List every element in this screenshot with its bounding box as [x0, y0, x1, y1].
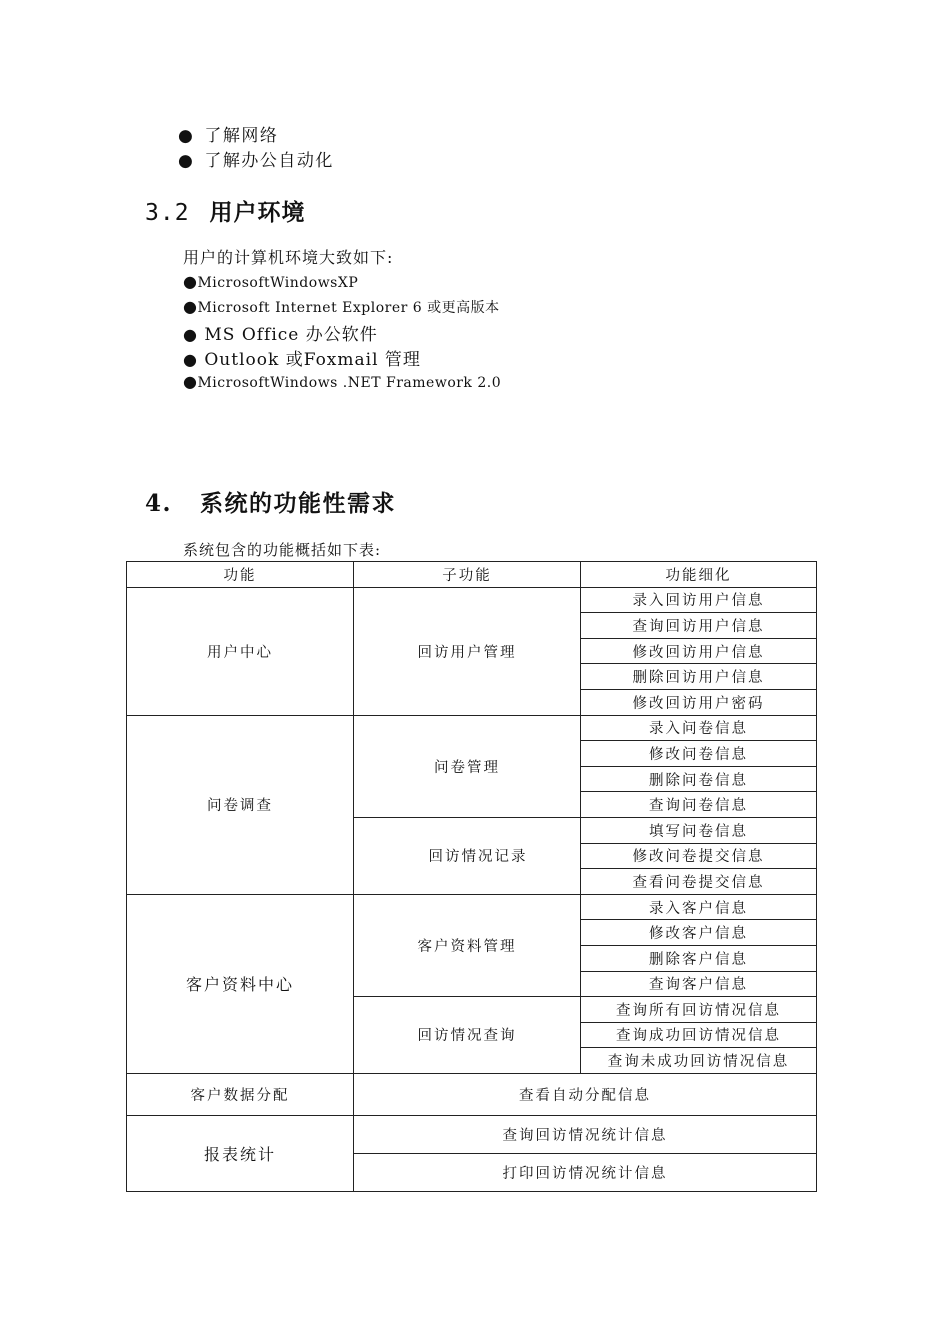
- detail-cell: 查询未成功回访情况信息: [581, 1048, 817, 1074]
- detail-cell: 查询问卷信息: [581, 792, 817, 818]
- env-item: ●MicrosoftWindows .NET Framework 2.0: [183, 372, 502, 391]
- bullet-icon: ●: [178, 151, 195, 171]
- detail-cell: 查询回访情况统计信息: [354, 1115, 817, 1153]
- detail-cell: 删除回访用户信息: [581, 664, 817, 690]
- subfunction-cell: 问卷管理: [354, 715, 581, 817]
- detail-cell: 查看问卷提交信息: [581, 869, 817, 895]
- chapter-heading: 4. 系统的功能性需求: [145, 490, 397, 517]
- function-cell: 客户数据分配: [127, 1073, 354, 1115]
- detail-cell: 录入回访用户信息: [581, 587, 817, 613]
- bullet-icon: ●: [183, 297, 198, 316]
- subfunction-cell: 回访用户管理: [354, 587, 581, 715]
- detail-cell: 录入问卷信息: [581, 715, 817, 741]
- env-item: ● MS Office 办公软件: [183, 325, 378, 345]
- table-row: [127, 1115, 817, 1153]
- header-cell: 功能细化: [581, 562, 817, 588]
- function-cell: 客户资料中心: [127, 894, 354, 1073]
- bullet-icon: ●: [183, 272, 198, 291]
- detail-cell: 查看自动分配信息: [354, 1073, 817, 1115]
- table-row: [127, 587, 817, 613]
- detail-cell: 录入客户信息: [581, 894, 817, 920]
- bullet-icon: ●: [183, 325, 198, 344]
- detail-cell: 查询客户信息: [581, 971, 817, 997]
- env-item: ●MicrosoftWindowsXP: [183, 272, 359, 291]
- subfunction-cell: 客户资料管理: [354, 894, 581, 996]
- detail-cell: 修改回访用户密码: [581, 689, 817, 715]
- subfunction-cell: 回访情况查询: [354, 997, 581, 1074]
- detail-cell: 查询成功回访情况信息: [581, 1022, 817, 1048]
- bullet-icon: ●: [178, 126, 195, 146]
- function-cell: 用户中心: [127, 587, 354, 715]
- subfunction-cell: 回访情况记录: [354, 817, 581, 894]
- detail-cell: 查询所有回访情况信息: [581, 997, 817, 1023]
- detail-cell: 打印回访情况统计信息: [354, 1153, 817, 1191]
- detail-cell: 查询回访用户信息: [581, 613, 817, 639]
- detail-cell: 填写问卷信息: [581, 817, 817, 843]
- function-table: [126, 561, 817, 1192]
- section-intro: 用户的计算机环境大致如下:: [183, 248, 394, 267]
- detail-cell: 修改回访用户信息: [581, 638, 817, 664]
- bullet-icon: ●: [183, 350, 198, 369]
- section-heading: 3.2 用户环境: [145, 199, 306, 226]
- detail-cell: 删除客户信息: [581, 945, 817, 971]
- bullet-item: ● 了解网络: [178, 126, 279, 146]
- function-cell: 报表统计: [127, 1115, 354, 1191]
- function-cell: 问卷调查: [127, 715, 354, 894]
- detail-cell: 删除问卷信息: [581, 766, 817, 792]
- env-item: ● Outlook 或Foxmail 管理: [183, 350, 421, 370]
- detail-cell: 修改客户信息: [581, 920, 817, 946]
- table-row: [127, 715, 817, 741]
- detail-cell: 修改问卷提交信息: [581, 843, 817, 869]
- table-header-row: [127, 562, 817, 588]
- table-row: [127, 1073, 817, 1115]
- header-cell: 功能: [127, 562, 354, 588]
- bullet-item: ● 了解办公自动化: [178, 151, 334, 171]
- section-intro: 系统包含的功能概括如下表:: [183, 541, 382, 559]
- bullet-icon: ●: [183, 372, 198, 391]
- detail-cell: 修改问卷信息: [581, 741, 817, 767]
- table-row: [127, 894, 817, 920]
- env-item: ●Microsoft Internet Explorer 6 或更高版本: [183, 297, 500, 316]
- header-cell: 子功能: [354, 562, 581, 588]
